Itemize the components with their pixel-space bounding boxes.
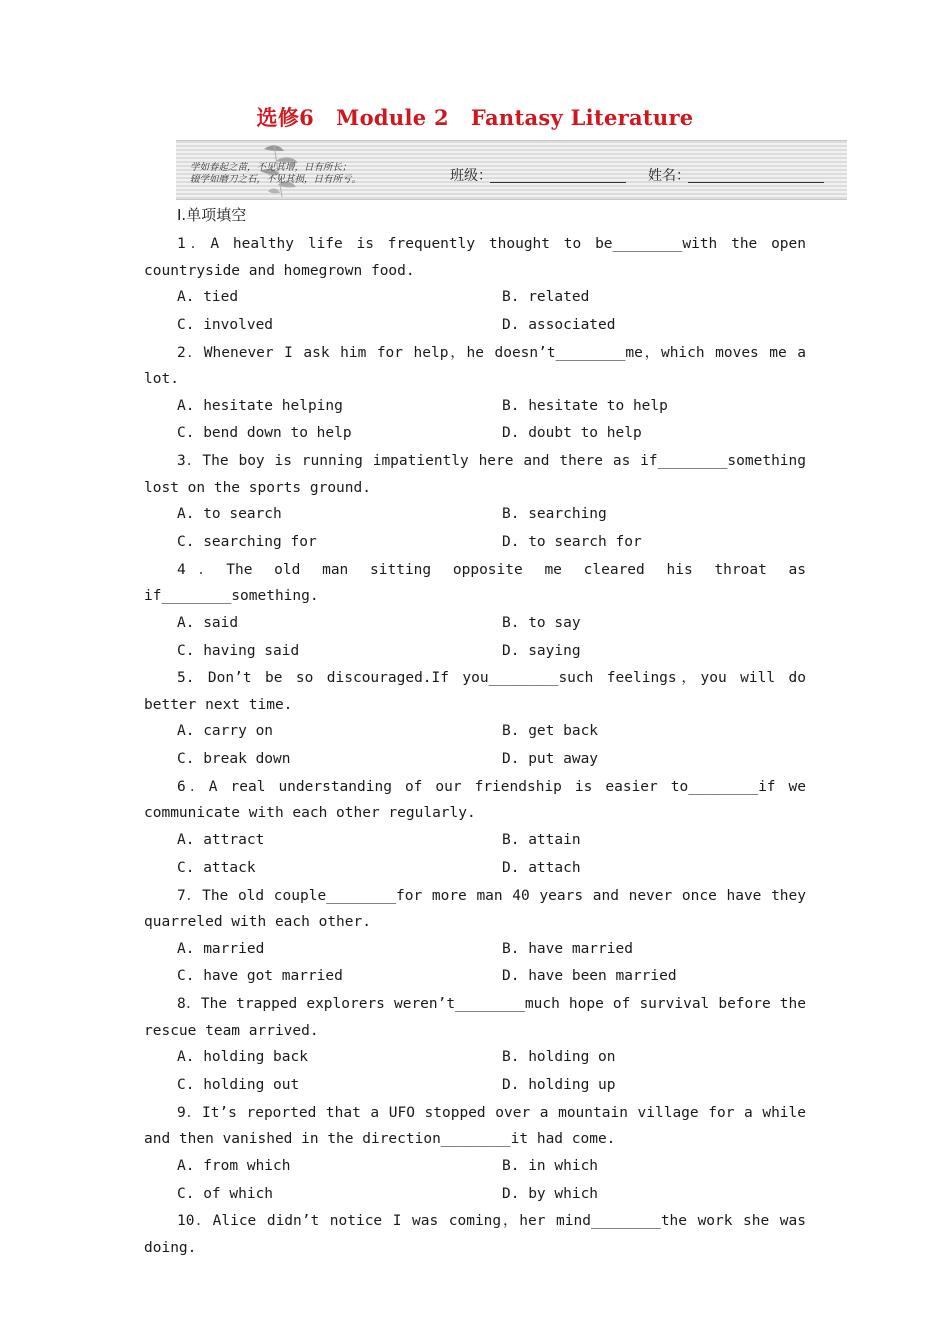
motto-text bbox=[190, 162, 361, 186]
option-grid bbox=[144, 393, 806, 449]
option-a[interactable]: A. hesitate helping bbox=[177, 397, 343, 414]
question-text: 4．The old man sitting opposite me cleared his throat as if________something. bbox=[144, 561, 806, 605]
option-grid bbox=[144, 827, 806, 883]
section-title: Ⅰ.单项填空 bbox=[177, 206, 247, 224]
option-a[interactable]: A. holding back bbox=[177, 1049, 308, 1066]
class-field[interactable] bbox=[490, 182, 626, 183]
name-label: 姓名： bbox=[648, 168, 690, 184]
option-grid bbox=[144, 1153, 806, 1209]
option-a[interactable]: A. to search bbox=[177, 506, 282, 523]
option-grid bbox=[144, 718, 806, 774]
question-text: 1．A healthy life is frequently thought to be________with the open countryside and homegrown food. bbox=[144, 236, 806, 279]
option-a[interactable]: A. carry on bbox=[177, 723, 274, 740]
question-item bbox=[144, 991, 806, 1100]
option-d[interactable]: D. doubt to help bbox=[502, 425, 642, 442]
option-grid bbox=[144, 610, 806, 666]
option-d[interactable]: D. to search for bbox=[502, 533, 642, 550]
option-b[interactable]: B. in which bbox=[502, 1157, 599, 1174]
option-b[interactable]: B. hesitate to help bbox=[502, 397, 668, 414]
option-d[interactable]: D. saying bbox=[502, 642, 581, 659]
option-b[interactable]: B. related bbox=[502, 289, 590, 305]
option-a[interactable]: A. attract bbox=[177, 831, 265, 848]
option-c[interactable]: C. having said bbox=[177, 642, 300, 659]
option-c[interactable]: C. bend down to help bbox=[177, 425, 352, 442]
question-item bbox=[144, 665, 806, 774]
title-course: 选修6 bbox=[256, 105, 315, 130]
question-item bbox=[144, 774, 806, 883]
option-b[interactable]: B. have married bbox=[502, 940, 633, 957]
header-banner bbox=[176, 140, 847, 200]
question-text: 9．It’s reported that a UFO stopped over a mountain village for a while and then vanished in the direction________it had come. bbox=[144, 1104, 806, 1148]
option-b[interactable]: B. get back bbox=[502, 723, 599, 740]
option-c[interactable]: C. searching for bbox=[177, 533, 317, 550]
question-text: 7．The old couple________for more man 40 years and never once have they quarreled with each other. bbox=[144, 887, 806, 931]
page-title bbox=[0, 102, 950, 132]
question-item bbox=[144, 883, 806, 992]
option-a[interactable]: A. said bbox=[177, 614, 239, 631]
option-a[interactable]: A. tied bbox=[177, 289, 239, 305]
option-grid bbox=[144, 936, 806, 992]
option-d[interactable]: D. associated bbox=[502, 316, 616, 333]
question-item bbox=[144, 448, 806, 557]
question-text: 6．A real understanding of our friendship is easier to________if we communicate with each other regularly. bbox=[144, 778, 806, 822]
option-c[interactable]: C. break down bbox=[177, 751, 291, 768]
class-label: 班级： bbox=[450, 168, 492, 184]
question-text: 10．Alice didn’t notice I was coming，her mind________the work she was doing. bbox=[144, 1213, 806, 1256]
option-d[interactable]: D. attach bbox=[502, 859, 581, 876]
option-c[interactable]: C. involved bbox=[177, 316, 274, 333]
option-a[interactable]: A. from which bbox=[177, 1157, 291, 1174]
option-b[interactable]: B. holding on bbox=[502, 1049, 616, 1066]
option-d[interactable]: D. put away bbox=[502, 751, 599, 768]
option-d[interactable]: D. by which bbox=[502, 1185, 599, 1202]
option-c[interactable]: C. have got married bbox=[177, 968, 343, 985]
name-field[interactable] bbox=[688, 182, 824, 183]
option-grid bbox=[144, 501, 806, 557]
option-grid bbox=[144, 284, 806, 340]
option-c[interactable]: C. attack bbox=[177, 859, 256, 876]
question-text: 3．The boy is running impatiently here and there as if________something lost on the sports ground. bbox=[144, 453, 806, 496]
question-item bbox=[144, 231, 806, 340]
motto-line: 学如春起之苗，不见其增，日有所长； bbox=[190, 162, 352, 173]
option-a[interactable]: A. married bbox=[177, 940, 265, 957]
question-list bbox=[144, 231, 806, 1261]
title-topic: Fantasy Literature bbox=[470, 105, 694, 130]
option-c[interactable]: C. of which bbox=[177, 1185, 274, 1202]
question-text: 8．The trapped explorers weren’t________much hope of survival before the rescue team arrived. bbox=[144, 996, 806, 1039]
option-b[interactable]: B. attain bbox=[502, 831, 581, 848]
option-b[interactable]: B. searching bbox=[502, 506, 607, 523]
question-item bbox=[144, 340, 806, 449]
option-c[interactable]: C. holding out bbox=[177, 1076, 300, 1093]
motto-line: 辍学如磨刀之石，不见其损，日有所亏。 bbox=[190, 174, 362, 185]
question-item bbox=[144, 557, 806, 666]
question-item bbox=[144, 1208, 806, 1261]
question-item bbox=[144, 1100, 806, 1209]
title-module: Module 2 bbox=[336, 105, 449, 130]
option-grid bbox=[144, 1044, 806, 1100]
option-d[interactable]: D. have been married bbox=[502, 968, 677, 985]
option-b[interactable]: B. to say bbox=[502, 614, 581, 631]
option-d[interactable]: D. holding up bbox=[502, 1076, 616, 1093]
question-text: 2．Whenever I ask him for help，he doesn’t________me，which moves me a lot. bbox=[144, 344, 806, 388]
question-text: 5. Don’t be so discouraged.If you________such feelings，you will do better next time. bbox=[144, 670, 806, 713]
